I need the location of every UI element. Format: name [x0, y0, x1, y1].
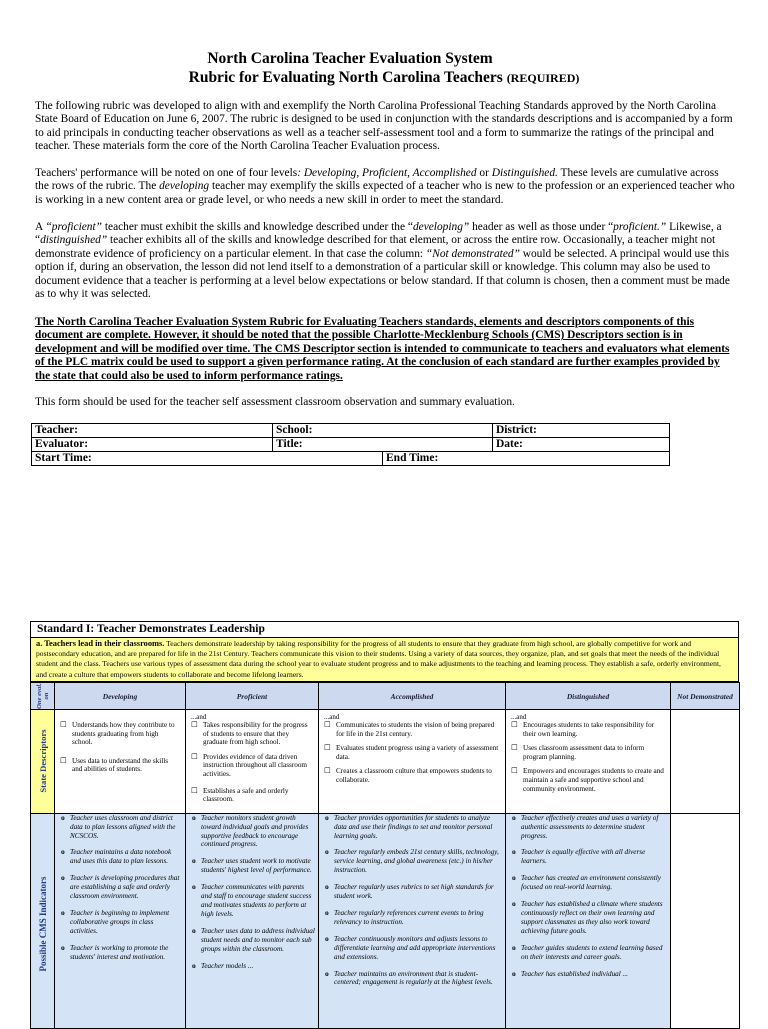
district-field[interactable]: District:: [493, 424, 670, 438]
standard-heading: Standard I: Teacher Demonstrates Leadership: [30, 621, 739, 638]
p2-part-c: teacher may exemplify the skills expected of a teacher who is new to the profession or an experienced teacher who is working in a new content area or grade level, or who needs a new skill in order to meet the standard.: [35, 180, 735, 206]
checkbox-item[interactable]: [511, 721, 665, 738]
checkbox-icon[interactable]: ☐: [511, 720, 518, 729]
descriptor-text: Uses classroom assessment data to inform program planning.: [523, 744, 645, 761]
cms-not-demonstrated-cell[interactable]: [671, 813, 740, 1028]
descriptor-text: Empowers and encourages students to create and maintain a safe and supportive school and community environment.: [523, 767, 664, 793]
checkbox-icon[interactable]: ☐: [324, 720, 331, 729]
indicator-item: o Teacher uses student work to motivate students' highest level of performance.: [201, 857, 315, 875]
p3-e: teacher exhibits all of the skills and knowledge described for that element, or across the entire row. Occasionally, a teacher might not demonstrate evidence of proficiency on a particular element. In that case the column:: [35, 234, 716, 260]
cms-developing-cell: [55, 813, 186, 1028]
checkbox-icon[interactable]: ☐: [324, 766, 331, 776]
required-label: (REQUIRED): [506, 71, 580, 85]
p3-d: Likewise, a “: [35, 221, 722, 247]
p3-distinguished: distinguished”: [40, 234, 108, 247]
intro-paragraph-5: This form should be used for the teacher self assessment classroom observation and summary evaluation.: [35, 396, 515, 408]
descriptor-text: Takes responsibility for the progress of students to ensure that they graduate from high school.: [203, 721, 308, 747]
checkbox-item[interactable]: [324, 721, 500, 738]
descriptor-text: Creates a classroom culture that empowers students to collaborate.: [336, 767, 492, 784]
checkbox-icon[interactable]: ☐: [191, 751, 198, 761]
indicator-item: o Teacher maintains a data notebook and uses this data to plan lessons.: [70, 848, 182, 866]
descriptor-text: Provides evidence of data driven instruction throughout all classroom activities.: [203, 752, 308, 778]
end-time-field[interactable]: End Time:: [383, 452, 670, 466]
intro-paragraph-4: The North Carolina Teacher Evaluation System Rubric for Evaluating Teachers standards, elements and descriptors components of this document are complete. However, it should be noted that the possible Charlotte-Mecklenburg Schools (CMS) Descriptors section is in development and will be modified over time. The CMS Descriptor section is intended to communicate to teachers and evaluators what elements of the PLC matrix could be used to support a given performance rating. At the conclusion of each standard are further examples provided by the state that could also be used to inform performance ratings.: [35, 316, 730, 382]
indicator-item: o Teacher has established individual ...: [521, 970, 667, 979]
p3-c: header as well as those under “: [469, 221, 614, 233]
cms-indicators-label-cell: [31, 813, 55, 1028]
indicator-item: o Teacher uses data to address individual student needs and to monitor each sub groups within the classroom.: [201, 927, 315, 954]
element-text: Teachers demonstrate leadership by taking responsibility for the progress of all students to ensure that they graduate from high school, are globally competitive for work and postsecondary education, and are prepared for life in the 21st Century. Teachers communicate this vision to their students. Using a variety of data sources, they organize, plan, and set goals that meet the needs of the individual student and the class. Teachers use various types of assessment data during the school year to evaluate student progress and to make adjustments to the teaching and learning process. They establish a safe, orderly environment, and create a culture that empowers students to collaborate and become lifelong learners.: [36, 639, 721, 679]
checkbox-icon[interactable]: ☐: [511, 743, 518, 753]
checkbox-icon[interactable]: ☐: [60, 755, 67, 765]
checkbox-item[interactable]: [324, 767, 500, 784]
title-field[interactable]: Title:: [273, 438, 493, 452]
intro-paragraph-1: The following rubric was developed to align with and exemplify the North Carolina Professional Teaching Standards approved by the North Carolina State Board of Education on June 6, 2007. The rubric is designed to be used in conjunction with the standards descriptions and is accompanied by a form to aid principals in conducting teacher observations as well as a teacher self-assessment tool and a form to summarize the ratings of the principal and teacher. These materials form the core of the North Carolina Teacher Evaluation process.: [35, 100, 733, 153]
col-accomplished: Accomplished: [319, 683, 506, 710]
checkbox-item[interactable]: [60, 721, 180, 747]
checkbox-item[interactable]: [191, 721, 313, 747]
p3-not-demonstrated: “Not demonstrated”: [425, 247, 520, 260]
indicator-item: o Teacher is beginning to implement collaborative groups in class activities.: [70, 909, 182, 936]
descriptor-text: Establishes a safe and orderly classroom.: [203, 786, 289, 804]
p2-distinguished: Distinguished.: [491, 167, 558, 179]
element-title: a. Teachers lead in their classrooms.: [36, 639, 165, 648]
checkbox-item[interactable]: [511, 767, 665, 793]
p2-part-b: These levels are cumulative across the rows of the rubric. The: [35, 167, 719, 193]
evaluator-field[interactable]: Evaluator:: [32, 438, 273, 452]
indicator-item: o Teacher is working to promote the students' interest and motivation.: [70, 944, 182, 962]
indicator-item: o Teacher provides opportunities for students to analyze data and use their findings to set and monitor personal learning goals.: [334, 814, 502, 841]
indicator-item: o Teacher models ...: [201, 962, 315, 971]
teacher-info-form: [31, 423, 670, 466]
p3-a: A: [35, 221, 46, 233]
checkbox-icon[interactable]: ☐: [191, 720, 198, 729]
indicator-item: o Teacher continuously monitors and adjusts lessons to differentiate learning and add appropriate interventions and extensions.: [334, 935, 502, 962]
indicator-item: o Teacher communicates with parents and staff to encourage student success and motivates students to perform at high levels.: [201, 883, 315, 919]
checkbox-item[interactable]: [324, 744, 500, 761]
rubric-grid: [30, 682, 740, 1029]
descriptor-text: Communicates to students the vision of being prepared for life in the 21st century.: [336, 721, 495, 738]
indicator-item: o Teacher regularly references current events to bring relevancy to instruction.: [334, 909, 502, 927]
indicator-item: o Teacher effectively creates and uses a variety of authentic assessments to determine student progress.: [521, 814, 667, 841]
p3-b: teacher must exhibit the skills and knowledge described under the “: [102, 221, 413, 233]
document-subtitle: [0, 69, 768, 87]
indicator-item: o Teacher is developing procedures that are establishing a safe and orderly classroom environment.: [70, 874, 182, 901]
indicator-item: o Teacher monitors student growth toward individual goals and provides supportive feedback to encourage continued progress.: [201, 814, 315, 850]
indicator-item: o Teacher guides students to extend learning based on their interests and career goals.: [521, 944, 667, 962]
checkbox-icon[interactable]: ☐: [191, 785, 198, 795]
state-distinguished-cell: [506, 710, 671, 814]
cms-indicators-label: Possible CMS Indicators: [37, 876, 48, 972]
indicator-item: o Teacher maintains an environment that is student-centered; engagement is regularly at the highest levels.: [334, 970, 502, 988]
p3-proficient-2: proficient.”: [613, 221, 667, 233]
descriptor-text: Encourages students to take responsibility for their own learning.: [523, 721, 655, 738]
intro-paragraph-2: [35, 167, 735, 207]
document-title: North Carolina Teacher Evaluation System: [207, 50, 493, 67]
state-accomplished-cell: [319, 710, 506, 814]
one-eval-corner: [31, 683, 55, 710]
and-label: ...and: [324, 713, 340, 721]
and-label: ...and: [511, 713, 527, 721]
checkbox-item[interactable]: [191, 753, 313, 779]
checkbox-item[interactable]: [191, 787, 313, 804]
school-field[interactable]: School:: [273, 424, 493, 438]
state-descriptors-label-cell: [31, 710, 55, 814]
checkbox-icon[interactable]: ☐: [324, 743, 331, 753]
indicator-item: o Teacher regularly embeds 21st century skills, technology, service learning, and global awareness (etc.) in his/her instruction.: [334, 848, 502, 875]
col-proficient: Proficient: [186, 683, 319, 710]
p3-f: would be selected. A principal would use this option if, during an observation, the lesson did not lend itself to a demonstration of a particular skill or knowledge. This column may also be used to document evidence that a teacher is performing at a level below expectations or below standard. If that column is chosen, then a comment must be made as to why it was selected.: [35, 247, 730, 301]
descriptor-text: Understands how they contribute to students graduating from high school.: [72, 721, 175, 747]
p2-levels: : Developing, Proficient, Accomplished: [297, 167, 477, 179]
cms-proficient-cell: [186, 813, 319, 1028]
start-time-field[interactable]: Start Time:: [32, 452, 383, 466]
descriptor-text: Evaluates student progress using a variety of assessment data.: [336, 744, 499, 761]
col-developing: Developing: [55, 683, 186, 710]
p3-developing: developing”: [412, 221, 470, 233]
indicator-item: o Teacher is equally effective with all diverse learners.: [521, 848, 667, 866]
indicator-item: o Teacher has created an environment consistently focused on real-world learning.: [521, 874, 667, 892]
p2-or: or: [476, 167, 492, 179]
state-descriptors-label: State Descriptors: [37, 729, 48, 793]
indicator-item: o Teacher uses classroom and district data to plan lessons aligned with the NCSCOS.: [70, 814, 182, 841]
descriptor-text: Uses data to understand the skills and abilities of students.: [72, 756, 169, 774]
p2-developing: developing: [159, 180, 210, 193]
p2-part-a: Teachers' performance will be noted on one of four levels: [35, 167, 298, 179]
date-field[interactable]: Date:: [493, 438, 670, 452]
subtitle-text: Rubric for Evaluating North Carolina Teachers: [188, 69, 503, 86]
state-proficient-cell: [186, 710, 319, 814]
intro-paragraph-3: [35, 221, 735, 301]
checkbox-icon[interactable]: ☐: [60, 720, 67, 729]
indicator-item: o Teacher has established a climate where students continuously reflect on their own learning and support classmates as they also work toward achieving future goals.: [521, 900, 667, 936]
cms-accomplished-cell: [319, 813, 506, 1028]
teacher-field[interactable]: Teacher:: [32, 424, 273, 438]
state-developing-cell: [55, 710, 186, 814]
element-description: [30, 638, 739, 682]
checkbox-icon[interactable]: ☐: [511, 766, 518, 776]
cms-distinguished-cell: [506, 813, 671, 1028]
checkbox-item[interactable]: [60, 757, 180, 774]
p3-proficient: “proficient”: [45, 221, 102, 233]
col-not-demonstrated: Not Demonstrated: [671, 683, 740, 710]
col-distinguished: Distinguished: [506, 683, 671, 710]
checkbox-item[interactable]: [511, 744, 665, 761]
corner-label: One eval. on: [35, 683, 50, 709]
and-label: ...and: [191, 713, 207, 721]
state-not-demonstrated-cell[interactable]: [671, 710, 740, 814]
indicator-item: o Teacher regularly uses rubrics to set high standards for student work.: [334, 883, 502, 901]
standard-rubric: [30, 621, 739, 1029]
